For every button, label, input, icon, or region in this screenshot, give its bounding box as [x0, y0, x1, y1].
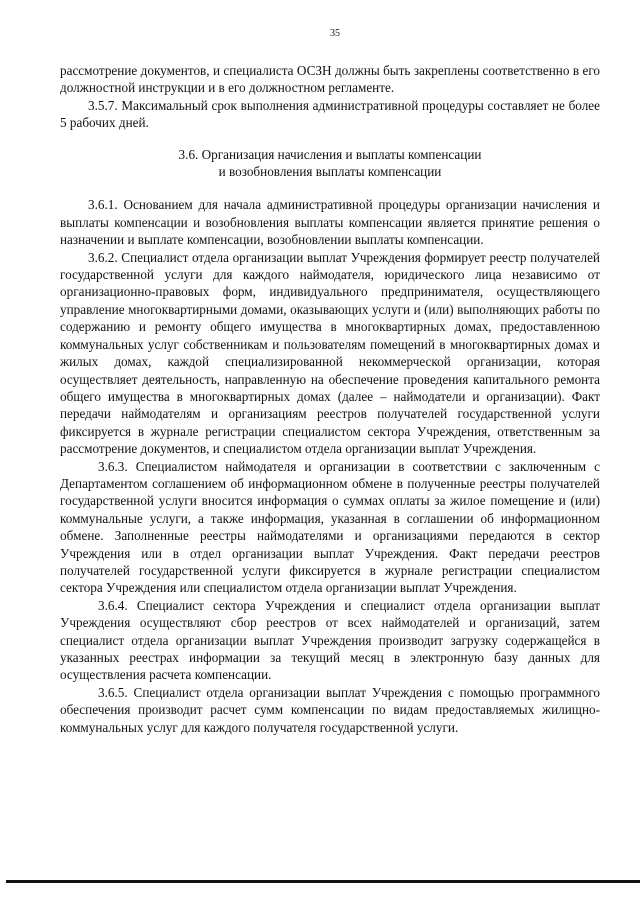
- section-heading-line-2: и возобновления выплаты компенсации: [218, 164, 442, 180]
- bottom-scan-rule: [6, 880, 640, 883]
- section-heading-line-1: 3.6. Организация начисления и выплаты компенсации: [178, 146, 482, 162]
- paragraph-3-6-4: 3.6.4. Специалист сектора Учреждения и специалист отдела организации выплат Учреждения осуществляют сбор реестров от всех наймодателей и организаций, затем специалист отдела организации выплат Учреждения производит загрузку содержащейся в указанных реестрах информации за текущий месяц в электронную базу данных для осуществления расчета компенсации.: [60, 597, 600, 683]
- page-number: 35: [330, 28, 340, 39]
- paragraph-3-6-5: 3.6.5. Специалист отдела организации выплат Учреждения с помощью программного обеспечения производит расчет сумм компенсации по видам предоставляемых жилищно-коммунальных услуг для каждого получателя государственной услуги.: [60, 684, 600, 735]
- paragraph-3-6-1: 3.6.1. Основанием для начала административной процедуры организации начисления и выплаты компенсации и возобновления выплаты компенсации является принятие решения о назначении и выплате компенсации, возобновлении выплаты компенсации.: [60, 197, 600, 248]
- paragraph-3-5-7: 3.5.7. Максимальный срок выполнения административной процедуры составляет не более 5 рабочих дней.: [60, 97, 600, 131]
- section-heading: [60, 146, 600, 181]
- paragraph-continuation: рассмотрение документов, и специалиста ОСЗН должны быть закреплены соответственно в его должностной инструкции и в его должностном регламенте.: [60, 63, 600, 96]
- paragraph-3-6-2: 3.6.2. Специалист отдела организации выплат Учреждения формирует реестр получателей государственной услуги для каждого наймодателя, юридического лица независимо от организационно-правовых форм, индивидуального предпринимателя, осуществляющего управление многоквартирными домами, оказывающих услуги и (или) выполняющих работы по содержанию и ремонту общего имущества в многоквартирных домах, предоставленною коммунальных услуг собственникам и пользователям помещений в многоквартирных домах и жилых домах, каждой специализированной некоммерческой организации, которая осуществляет деятельность, направленную на обеспечение проведения капитального ремонта общего имущества в многоквартирных домах (далее – наймодатели и организации). Факт передачи наймодателям и организациям реестров получателей государственной услуги фиксируется в журнале регистрации специалистом сектора Учреждения, ответственным за рассмотрение документов, и специалистом отдела организации выплат Учреждения.: [60, 249, 600, 457]
- document-page: [60, 28, 600, 736]
- paragraph-3-6-3: 3.6.3. Специалистом наймодателя и организации в соответствии с заключенным с Департаментом соглашением об информационном обмене в полученные реестры получателей государственной услуги вносится информация о суммах оплаты за жилое помещение и (или) коммунальные услуги, а также информация, указанная в соглашении об информационном обмене. Заполненные реестры наймодателями и организациями передаются в сектор Учреждения или в отдел организации выплат Учреждения. Факт передачи реестров получателей государственной услуги фиксируется в журнале регистрации специалистом сектора Учреждения или специалистом отдела организации выплат Учреждения.: [60, 458, 600, 596]
